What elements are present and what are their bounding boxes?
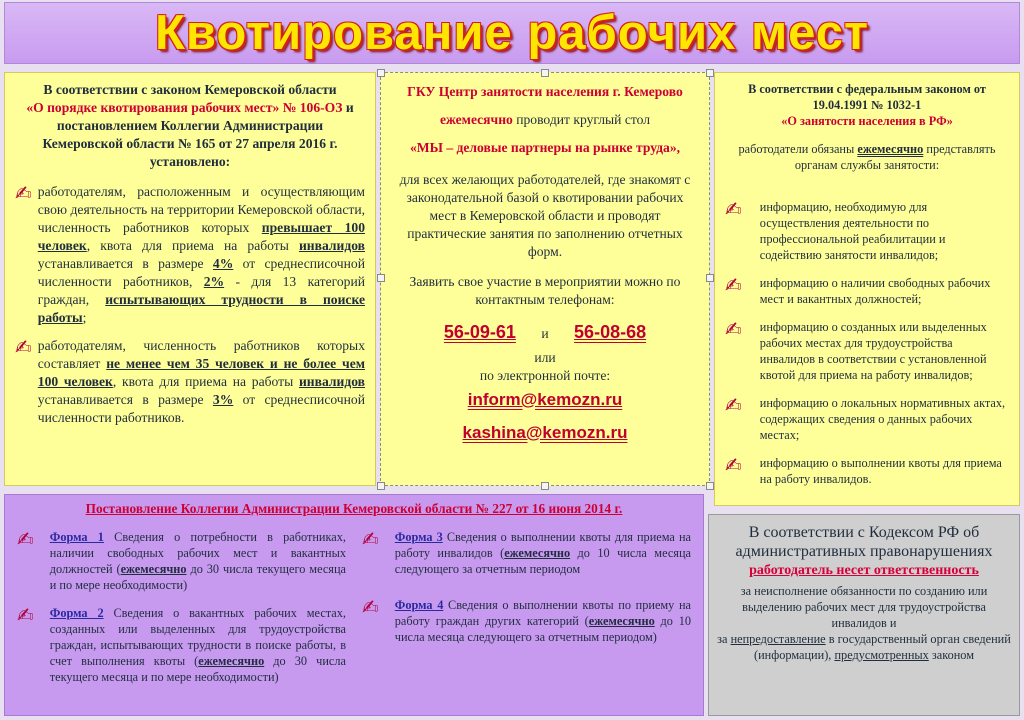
right-item (725, 395, 1009, 443)
b1-text3: устанавливается в размере (37, 256, 213, 271)
b2-text4: от среднесписочной численности работников. (37, 392, 365, 425)
obliged-text (725, 141, 1009, 173)
writing-hand-icon: ✍ (725, 273, 742, 297)
right-item-text: информацию о созданных или выделенных рабочих местах для трудоустройства инвалидов в соответствии с установленной квотой для приема на работу инвалидов; (759, 320, 987, 382)
b1-text4: от среднесписочной численности работников, (37, 256, 365, 289)
right-item (725, 319, 1009, 383)
right-item (725, 199, 1009, 263)
center-apply: Заявить свое участие в мероприятии можно по контактным телефонам: (409, 274, 681, 307)
form-name: Форма 4 (394, 598, 444, 612)
b2-key1: не менее чем 35 человек и не более чем 100 человек (37, 356, 365, 389)
coap-line3 (717, 647, 1011, 663)
form-text: Сведения о выполнении квоты для приема на работу инвалидов ( (394, 530, 691, 560)
center-monthly: ежемесячно (439, 112, 513, 127)
form-text: до 10 числа месяца следующего за отчетным периодом (394, 546, 691, 576)
writing-hand-icon: ✍ (725, 393, 742, 417)
writing-hand-icon: ✍ (15, 335, 32, 359)
resize-handle[interactable] (706, 69, 714, 77)
right-item (725, 275, 1009, 307)
form-key: ежемесячно (588, 614, 655, 628)
resize-handle[interactable] (377, 482, 385, 490)
form-text: Сведения о потребности в работниках, наличии свободных рабочих мест и вакантных должностей ( (49, 530, 346, 576)
left-intro (15, 81, 365, 171)
writing-hand-icon: ✍ (725, 197, 742, 221)
center-holds (395, 111, 695, 129)
b2-text2: , квота для приема на работы (112, 374, 299, 389)
phones-and: и (541, 326, 549, 341)
b2-key2: инвалидов (298, 374, 365, 389)
law-name: «О порядке квотирования рабочих мест» № 106-ОЗ (26, 100, 343, 115)
writing-hand-icon: ✍ (725, 317, 742, 341)
center-holds-text: проводит круглый стол (512, 112, 651, 127)
form-text: до 30 числа текущего месяца и по мере необходимости) (49, 654, 346, 684)
form-text: Сведения о выполнении квоты по приему на работу граждан других категорий ( (394, 598, 691, 628)
form-text: Сведения о вакантных рабочих местах, созданных или выделенных для трудоустройства граждан, испытывающих трудности в поиске работы, в счет выполнения квоты ( (49, 606, 346, 668)
obliged-post: представлять органам службы занятости: (794, 142, 996, 172)
resize-handle[interactable] (706, 274, 714, 282)
form-name: Форма 2 (49, 606, 104, 620)
b1-key2: инвалидов (298, 238, 365, 253)
b1-text1: работодателям, расположенным и осуществляющим свою деятельность на территории Кемеровской области, численность работников которых (37, 184, 365, 235)
resize-handle[interactable] (706, 482, 714, 490)
coap-panel (708, 514, 1020, 716)
writing-hand-icon: ✍ (15, 181, 32, 205)
forms-header: Постановление Коллегии Администрации Кемеровской области № 227 от 16 июня 2014 г. (85, 501, 623, 516)
b1-text2: , квота для приема на работы (86, 238, 299, 253)
right-panel (714, 72, 1020, 506)
form-key: ежемесячно (198, 654, 265, 668)
coap-responsibility: работодатель несет ответственность (749, 563, 979, 578)
writing-hand-icon: ✍ (362, 527, 379, 551)
form-name: Форма 1 (49, 530, 104, 544)
center-or: или (534, 350, 556, 365)
form-item (17, 605, 346, 685)
form-key: ежемесячно (504, 546, 571, 560)
center-email-label: по электронной почте: (479, 368, 611, 383)
writing-hand-icon: ✍ (362, 595, 379, 619)
center-desc: для всех желающих работодателей, где знакомят с законодательной базой о квотировании рабочих мест в Кемеровской области и проводят практические занятия по заполнению отчетных форм. (399, 172, 691, 259)
resize-handle[interactable] (377, 69, 385, 77)
coap-l2c: в государственный орган сведений (825, 632, 1011, 646)
form-item (362, 529, 691, 577)
coap-l2b: непредоставление (730, 632, 826, 646)
center-panel[interactable] (380, 72, 710, 486)
fed-name: «О занятости населения в РФ» (781, 114, 953, 128)
writing-hand-icon: ✍ (725, 453, 742, 477)
form-key: ежемесячно (120, 562, 187, 576)
right-item-text: информацию о выполнении квоты для приема на работу инвалидов. (759, 456, 1002, 486)
b1-key5: испытывающих трудности в поиске работы (37, 292, 365, 325)
email-1[interactable]: inform@kemozn.ru (467, 390, 623, 409)
coap-l2a: за (717, 632, 731, 646)
form-text: до 10 числа месяца следующего за отчетным периодом) (394, 614, 691, 644)
b2-text1: работодателям, численность работников которых составляет (37, 338, 365, 371)
right-item-text: информацию о наличии свободных рабочих мест и вакантных должностей; (759, 276, 991, 306)
right-item-text: информацию о локальных нормативных актах, содержащих сведения о данных рабочих местах; (759, 396, 1006, 442)
forms-panel (4, 494, 704, 716)
phone-2[interactable]: 56-08-68 (574, 322, 647, 342)
coap-line1: за неисполнение обязанности по созданию или выделению рабочих мест для трудоустройства инвалидов и (740, 584, 988, 630)
resize-handle[interactable] (541, 482, 549, 490)
writing-hand-icon: ✍ (17, 603, 34, 627)
b1-text6: ; (82, 310, 87, 325)
phone-1[interactable]: 56-09-61 (443, 322, 516, 342)
fed-intro: В соответствии с федеральным законом от 19.04.1991 № 1032-1 (748, 82, 986, 112)
b2-text3: устанавливается в размере (37, 392, 213, 407)
left-bullet-2 (15, 337, 365, 427)
center-event: «МЫ – деловые партнеры на рынке труда», (409, 140, 681, 155)
left-panel (4, 72, 376, 486)
coap-l3b: предусмотренных (834, 648, 929, 662)
b1-text5: - для 13 категорий граждан, (37, 274, 365, 307)
resize-handle[interactable] (377, 274, 385, 282)
b2-key3: 3% (212, 392, 234, 407)
b1-key1: превышает 100 человек (37, 220, 365, 253)
form-item (362, 597, 691, 645)
right-item-text: информацию, необходимую для осуществления деятельности по профессиональной реабилитации и содействию занятости инвалидов; (759, 200, 946, 262)
center-org: ГКУ Центр занятости населения г. Кемерово (407, 84, 683, 99)
left-intro-line1: В соответствии с законом Кемеровской области (43, 82, 337, 97)
title-banner (4, 2, 1020, 64)
form-text: до 30 числа текущего месяца и по мере необходимости) (49, 562, 346, 592)
writing-hand-icon: ✍ (17, 527, 34, 551)
right-item (725, 455, 1009, 487)
center-phones (395, 323, 695, 343)
left-bullet-1 (15, 183, 365, 327)
obliged-pre: работодатели обязаны (738, 142, 858, 156)
email-2[interactable]: kashina@kemozn.ru (462, 423, 628, 442)
b1-key3: 4% (212, 256, 234, 271)
page-title: Квотирование рабочих мест (154, 6, 870, 60)
coap-intro: В соответствии с Кодексом РФ об административных правонарушениях (735, 524, 993, 560)
coap-l3c: законом (928, 648, 974, 662)
coap-l3a: (информации), (753, 648, 835, 662)
b1-key4: 2% (203, 274, 225, 289)
coap-line2 (717, 631, 1011, 647)
form-item (17, 529, 346, 593)
form-name: Форма 3 (394, 530, 443, 544)
left-intro-line2: постановлением Коллегии Администрации Кемеровской области № 165 от 27 апреля 2016 г. установлено: (42, 118, 338, 169)
obliged-key: ежемесячно (857, 142, 924, 156)
left-intro-and: и (342, 100, 354, 115)
resize-handle[interactable] (541, 69, 549, 77)
